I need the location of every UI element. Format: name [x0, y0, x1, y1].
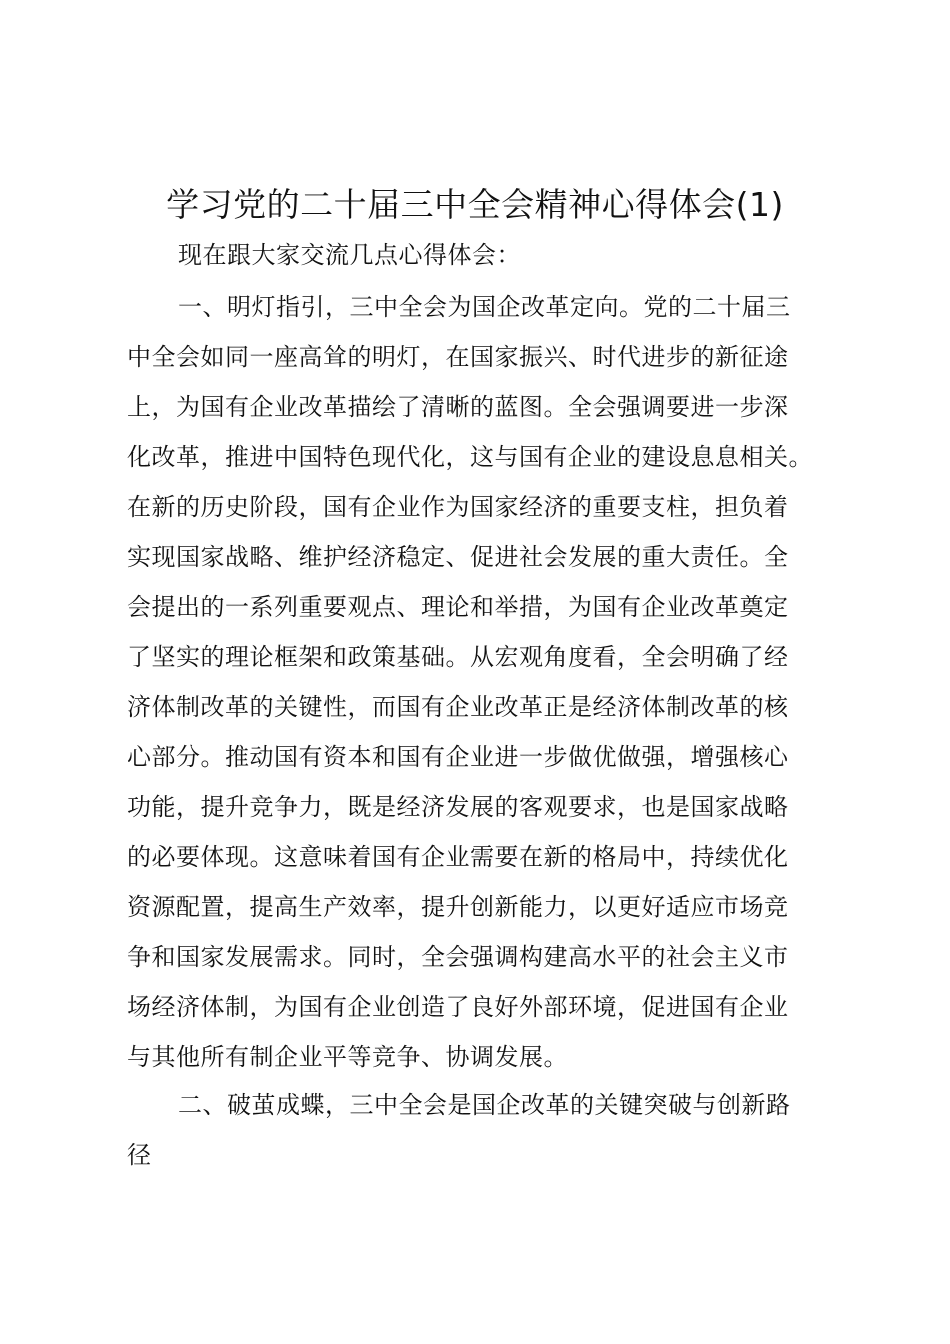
- paragraph-line: 中全会如同一座高耸的明灯，在国家振兴、时代进步的新征途: [127, 343, 789, 371]
- paragraph-line: 上，为国有企业改革描绘了清晰的蓝图。全会强调要进一步深: [127, 393, 789, 421]
- paragraph-line: 会提出的一系列重要观点、理论和举措，为国有企业改革奠定: [127, 593, 789, 621]
- intro-paragraph: 现在跟大家交流几点心得体会：: [178, 241, 521, 269]
- section-one-paragraph: [127, 282, 847, 1082]
- paragraph-line: 在新的历史阶段，国有企业作为国家经济的重要支柱，担负着: [127, 493, 789, 521]
- paragraph-line: 场经济体制，为国有企业创造了良好外部环境，促进国有企业: [127, 993, 789, 1021]
- paragraph-line: 济体制改革的关键性，而国有企业改革正是经济体制改革的核: [127, 693, 789, 721]
- paragraph-line: 与其他所有制企业平等竞争、协调发展。: [127, 1043, 568, 1071]
- paragraph-line: 实现国家战略、维护经济稳定、促进社会发展的重大责任。全: [127, 543, 789, 571]
- paragraph-line: 的必要体现。这意味着国有企业需要在新的格局中，持续优化: [127, 843, 789, 871]
- section-two-paragraph: [127, 1080, 847, 1180]
- paragraph-line: 化改革，推进中国特色现代化，这与国有企业的建设息息相关。: [127, 443, 813, 471]
- paragraph-line: 功能，提升竞争力，既是经济发展的客观要求，也是国家战略: [127, 793, 789, 821]
- paragraph-line: 资源配置，提高生产效率，提升创新能力，以更好适应市场竞: [127, 893, 789, 921]
- paragraph-line: 二、破茧成蝶，三中全会是国企改革的关键突破与创新路: [178, 1091, 791, 1119]
- document-title: 学习党的二十届三中全会精神心得体会(1): [166, 185, 784, 224]
- paragraph-line: 了坚实的理论框架和政策基础。从宏观角度看，全会明确了经: [127, 643, 789, 671]
- paragraph-line: 径: [127, 1141, 152, 1169]
- paragraph-line: 心部分。推动国有资本和国有企业进一步做优做强，增强核心: [127, 743, 789, 771]
- paragraph-line: 争和国家发展需求。同时，全会强调构建高水平的社会主义市: [127, 943, 789, 971]
- paragraph-line: 一、明灯指引，三中全会为国企改革定向。党的二十届三: [178, 293, 791, 321]
